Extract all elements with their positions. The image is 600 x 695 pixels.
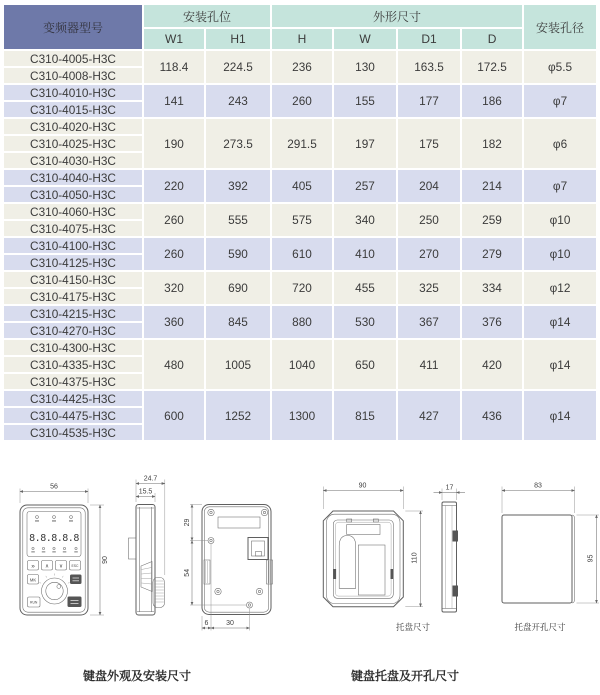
model-cell: C310-4100-H3C <box>4 238 142 253</box>
model-cell: C310-4060-H3C <box>4 204 142 219</box>
cell-h1: 555 <box>206 204 270 236</box>
cell-h: 610 <box>272 238 332 270</box>
mode-key <box>70 575 82 585</box>
model-cell: C310-4020-H3C <box>4 119 142 134</box>
dim-opening-width <box>502 483 575 514</box>
header-w: W <box>334 29 396 49</box>
dimension-drawings <box>0 455 600 695</box>
cell-d1: 204 <box>398 170 460 202</box>
tray-dims-label: 托盘尺寸 <box>395 622 431 632</box>
cell-w1: 260 <box>144 204 204 236</box>
table-row <box>4 306 596 321</box>
cell-w1: 118.4 <box>144 51 204 83</box>
keypad-front-view <box>20 484 109 616</box>
stop-reset-key <box>68 597 82 608</box>
svg-text:90: 90 <box>102 556 109 564</box>
svg-text:RUN: RUN <box>30 600 38 605</box>
dim-tray-height <box>405 511 423 607</box>
cell-dia: φ10 <box>524 238 596 270</box>
model-cell: C310-4150-H3C <box>4 272 142 287</box>
cell-d: 436 <box>462 391 522 440</box>
tray-front-view <box>323 483 430 633</box>
cell-w: 130 <box>334 51 396 83</box>
table-row <box>4 391 596 406</box>
cell-dia: φ6 <box>524 119 596 168</box>
svg-text:54: 54 <box>184 568 191 577</box>
svg-text:»: » <box>31 562 35 570</box>
table-row <box>4 170 596 185</box>
cell-w: 650 <box>334 340 396 389</box>
cell-d1: 411 <box>398 340 460 389</box>
model-cell: C310-4425-H3C <box>4 391 142 406</box>
svg-text:6: 6 <box>204 620 209 627</box>
dimension-spec-table <box>2 3 598 442</box>
header-h: H <box>272 29 332 49</box>
cell-h1: 224.5 <box>206 51 270 83</box>
table-row <box>4 272 596 287</box>
model-cell: C310-4270-H3C <box>4 323 142 338</box>
svg-text:30: 30 <box>226 620 234 627</box>
cell-d1: 325 <box>398 272 460 304</box>
cell-d1: 175 <box>398 119 460 168</box>
cell-h1: 273.5 <box>206 119 270 168</box>
cell-h: 880 <box>272 306 332 338</box>
opening-dims-label: 托盘开孔尺寸 <box>514 622 566 632</box>
model-cell: C310-4175-H3C <box>4 289 142 304</box>
cell-w1: 220 <box>144 170 204 202</box>
model-cell: C310-4015-H3C <box>4 102 142 117</box>
model-cell: C310-4040-H3C <box>4 170 142 185</box>
cell-h: 575 <box>272 204 332 236</box>
cell-d1: 177 <box>398 85 460 117</box>
cell-w: 530 <box>334 306 396 338</box>
model-cell: C310-4475-H3C <box>4 408 142 423</box>
cell-w1: 190 <box>144 119 204 168</box>
cell-d: 259 <box>462 204 522 236</box>
table-row <box>4 340 596 355</box>
cell-d1: 250 <box>398 204 460 236</box>
header-outline-dimensions: 外形尺寸 <box>272 5 522 27</box>
cell-h1: 1005 <box>206 340 270 389</box>
rj45-port <box>248 538 268 560</box>
model-cell: C310-4025-H3C <box>4 136 142 151</box>
cell-h1: 845 <box>206 306 270 338</box>
model-cell: C310-4375-H3C <box>4 374 142 389</box>
table-row <box>4 51 596 66</box>
cell-h: 291.5 <box>272 119 332 168</box>
tray-caption: 键盘托盘及开孔尺寸 <box>350 669 459 683</box>
cell-d1: 163.5 <box>398 51 460 83</box>
cell-d: 186 <box>462 85 522 117</box>
tray-clip <box>453 531 459 542</box>
cell-dia: φ7 <box>524 85 596 117</box>
svg-text:110: 110 <box>411 552 419 564</box>
cell-d1: 270 <box>398 238 460 270</box>
svg-text:24.7: 24.7 <box>143 475 158 483</box>
cell-w: 410 <box>334 238 396 270</box>
tray-clip <box>453 586 459 597</box>
cell-w1: 260 <box>144 238 204 270</box>
cell-d1: 367 <box>398 306 460 338</box>
tray-opening-view <box>502 483 599 633</box>
header-model: 变频器型号 <box>4 5 142 49</box>
svg-text:∨: ∨ <box>58 563 64 570</box>
dim-tray-width <box>323 483 403 510</box>
keypad-caption: 键盘外观及安装尺寸 <box>82 669 191 683</box>
cell-h1: 392 <box>206 170 270 202</box>
table-row <box>4 85 596 100</box>
model-cell: C310-4215-H3C <box>4 306 142 321</box>
cell-d: 214 <box>462 170 522 202</box>
cell-w1: 320 <box>144 272 204 304</box>
cell-w: 257 <box>334 170 396 202</box>
cell-w: 815 <box>334 391 396 440</box>
cell-h1: 243 <box>206 85 270 117</box>
cell-w: 155 <box>334 85 396 117</box>
cell-h: 1040 <box>272 340 332 389</box>
header-d: D <box>462 29 522 49</box>
svg-text:83: 83 <box>534 482 542 490</box>
header-hole-diameter: 安装孔径 <box>524 5 596 49</box>
cell-w1: 480 <box>144 340 204 389</box>
cell-h: 236 <box>272 51 332 83</box>
header-mounting-holes: 安装孔位 <box>144 5 270 27</box>
cell-dia: φ10 <box>524 204 596 236</box>
dim-tray-depth <box>434 485 466 501</box>
keypad-back-view <box>184 505 273 631</box>
cell-h1: 590 <box>206 238 270 270</box>
svg-text:95: 95 <box>587 554 595 563</box>
cell-w1: 141 <box>144 85 204 117</box>
cell-d1: 427 <box>398 391 460 440</box>
cell-d: 420 <box>462 340 522 389</box>
svg-text:56: 56 <box>50 483 58 491</box>
side-tab <box>129 538 137 559</box>
dim-keypad-width <box>20 484 88 504</box>
cell-d: 279 <box>462 238 522 270</box>
model-cell: C310-4300-H3C <box>4 340 142 355</box>
cell-h: 260 <box>272 85 332 117</box>
cell-d: 376 <box>462 306 522 338</box>
cell-w: 455 <box>334 272 396 304</box>
cell-w: 340 <box>334 204 396 236</box>
dim-opening-height <box>577 515 600 603</box>
svg-text:ESC: ESC <box>71 564 79 569</box>
dim-keypad-height <box>90 505 109 615</box>
cell-dia: φ7 <box>524 170 596 202</box>
model-cell: C310-4535-H3C <box>4 425 142 440</box>
tray-side-view <box>434 485 466 613</box>
cell-d: 182 <box>462 119 522 168</box>
cell-dia: φ5.5 <box>524 51 596 83</box>
header-w1: W1 <box>144 29 204 49</box>
cell-dia: φ12 <box>524 272 596 304</box>
svg-text:15.5: 15.5 <box>138 488 153 496</box>
svg-text:17: 17 <box>445 484 454 492</box>
dim-depth-body <box>136 489 155 503</box>
header-d1: D1 <box>398 29 460 49</box>
svg-text:∧: ∧ <box>44 563 50 570</box>
svg-text:90: 90 <box>358 482 367 490</box>
model-cell: C310-4005-H3C <box>4 51 142 66</box>
cell-dia: φ14 <box>524 340 596 389</box>
model-cell: C310-4050-H3C <box>4 187 142 202</box>
cell-h: 1300 <box>272 391 332 440</box>
svg-text:MK: MK <box>29 577 37 583</box>
seven-segment-display: 8.8.8.8.8 <box>29 533 79 544</box>
model-cell: C310-4125-H3C <box>4 255 142 270</box>
model-cell: C310-4030-H3C <box>4 153 142 168</box>
cell-h: 405 <box>272 170 332 202</box>
svg-text:29: 29 <box>184 518 191 527</box>
model-cell: C310-4335-H3C <box>4 357 142 372</box>
cell-w1: 360 <box>144 306 204 338</box>
model-cell: C310-4010-H3C <box>4 85 142 100</box>
model-cell: C310-4008-H3C <box>4 68 142 83</box>
cell-dia: φ14 <box>524 306 596 338</box>
model-cell: C310-4075-H3C <box>4 221 142 236</box>
cell-w: 197 <box>334 119 396 168</box>
cell-dia: φ14 <box>524 391 596 440</box>
cell-d: 172.5 <box>462 51 522 83</box>
keypad-side-view <box>129 476 165 616</box>
table-row <box>4 119 596 134</box>
table-row <box>4 238 596 253</box>
table-row <box>4 204 596 219</box>
cell-d: 334 <box>462 272 522 304</box>
cell-w1: 600 <box>144 391 204 440</box>
cell-h1: 690 <box>206 272 270 304</box>
cell-h1: 1252 <box>206 391 270 440</box>
header-h1: H1 <box>206 29 270 49</box>
cell-h: 720 <box>272 272 332 304</box>
